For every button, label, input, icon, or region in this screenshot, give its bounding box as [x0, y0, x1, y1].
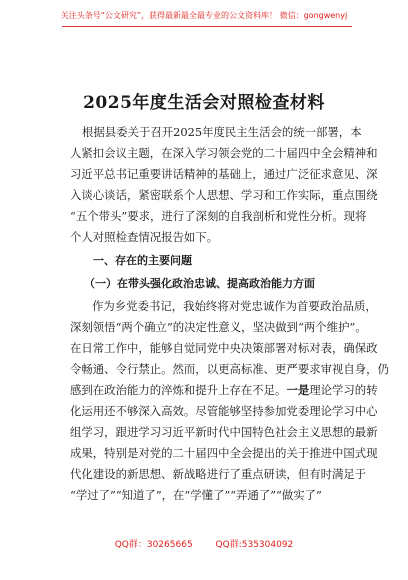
header-banner: 关注头条号“公文研究”，获得最新最全最专业的公文资料库！ 微信：gongwenyj: [60, 11, 348, 20]
text-line: “学过了”“知道了”，在“学懂了”“弄通了”“做实了”: [70, 488, 322, 502]
header-divider: [62, 26, 352, 27]
subsection-heading: （一）在带头强化政治忠诚、提高政治能力方面: [84, 277, 315, 290]
qq-group-1: QQ群：30265665: [114, 540, 193, 550]
text-line: 人紧扣会议主题，在深入学习领会党的二十届四中全会精神和: [70, 146, 378, 160]
text-line: 代化建设的新思想、新战略进行了重点研读，但有时满足于: [70, 467, 367, 481]
intro-paragraph: [70, 122, 378, 248]
document-title: 2025年度生活会对照检查材料: [83, 93, 325, 113]
text-line: 根据县委关于召开2025年度民主生活会的统一部署，本: [82, 125, 362, 139]
text-line: 成果，特别是对党的二十届四中全会提出的关于推进中国式现: [70, 446, 378, 460]
text-line: 在日常工作中，能够自觉同党中央决策部署对标对表，确保政: [70, 341, 378, 355]
body-paragraph: [70, 296, 389, 506]
text-line: 化运用还不够深入高效。尽管能够坚持参加党委理论学习中心: [70, 404, 378, 418]
section-heading: 一、存在的主要问题: [93, 254, 192, 267]
qq-group-2: QQ群:535304092: [215, 540, 294, 550]
text-line: 组学习，跟进学习习近平新时代中国特色社会主义思想的最新: [70, 425, 378, 439]
text-line: [70, 380, 378, 401]
text-fragment: 理论学习的转: [309, 383, 378, 397]
emphasis-text: 一是: [286, 383, 310, 397]
footer: [0, 537, 408, 550]
text-line: 个人对照检查情况报告如下。: [70, 230, 219, 244]
text-line: 作为乡党委书记，我始终将对党忠诚作为首要政治品质，: [92, 299, 377, 313]
text-line: “五个带头”要求，进行了深刻的自我剖析和党性分析。现将: [70, 209, 367, 223]
text-fragment: 感到在政治能力的淬炼和提升上存在不足。: [70, 383, 287, 397]
text-line: 习近平总书记重要讲话精神的基础上，通过广泛征求意见、深: [70, 167, 378, 181]
text-line: 令畅通、令行禁止。然而，以更高标准、更严要求审视自身，仍: [70, 362, 389, 376]
text-line: 深刻领悟“两个确立”的决定性意义，坚决做到“两个维护”。: [70, 320, 367, 334]
text-line: 入谈心谈话，紧密联系个人思想、学习和工作实际，重点围绕: [70, 188, 378, 202]
